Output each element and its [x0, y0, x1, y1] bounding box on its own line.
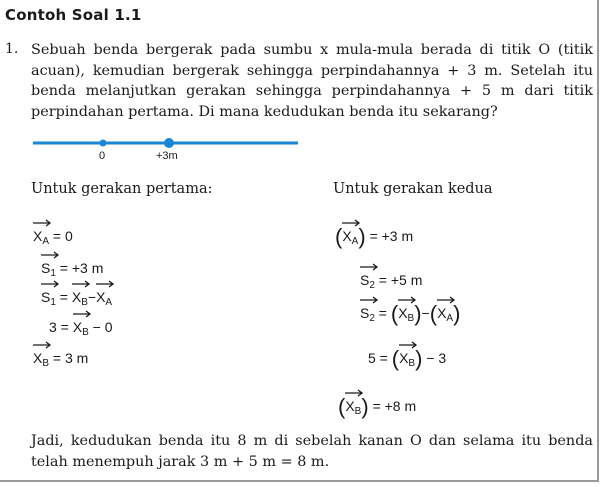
- eq-s1-value: $S_1 = +3$ m: [41, 258, 103, 279]
- vector-s1: $S_1$: [41, 287, 56, 308]
- eq-xa-zero: $X_A = 0$: [33, 226, 73, 247]
- origin-label: 0: [99, 150, 106, 162]
- subtitle-second-motion: Untuk gerakan kedua: [333, 181, 493, 197]
- vector-xa: $X_A$: [437, 303, 453, 324]
- number-line: [33, 137, 303, 167]
- eq-xb-result: $X_B = 3$ m: [33, 348, 88, 369]
- eq-s1-definition: $S_1$ = $X_B-$ $X_A$: [41, 287, 112, 308]
- eq-3-equals-xb: 3 = $X_B - 0$: [49, 317, 113, 338]
- point-3m-label: +3m: [156, 150, 178, 162]
- vector-s2: $S_2$: [360, 270, 375, 291]
- origin-dot: [100, 140, 107, 147]
- question-number: 1.: [5, 41, 19, 57]
- example-title: Contoh Soal 1.1: [5, 6, 142, 24]
- question-text: Sebuah benda bergerak pada sumbu x mula-mula berada di titik O (titik acuan), kemudian bergerak sehingga perpindahannya + 3 m. Setelah itu benda melanjutkan gerakan sehingga perpindahannya + 5 m dari titik perpindahan pertama. Di mana kedudukan benda itu sekarang?: [31, 42, 593, 120]
- eq-xb-plus8: ( $X_B) = +8$ m: [338, 396, 416, 417]
- eq-xa-plus3: ( $X_A) = +3$ m: [335, 226, 413, 247]
- vector-xb: $X_B$: [345, 396, 361, 417]
- vector-xa: $X_A$: [342, 226, 358, 247]
- vector-xb: $X_B$: [33, 348, 49, 369]
- vector-xb: $X_B$: [399, 348, 415, 369]
- vector-xa: $X_A$: [96, 287, 112, 308]
- vector-xb: $X_B$: [398, 303, 414, 324]
- eq-s2-value: $S_2 = +5$ m: [360, 270, 422, 291]
- vector-xb: $X_B$: [73, 317, 89, 338]
- vector-s1: $S_1$: [41, 258, 56, 279]
- point-3m-dot: [164, 138, 174, 148]
- vector-xa: $X_A$: [33, 226, 49, 247]
- eq-5-equals-xb: 5 = ( $X_B) - 3$: [368, 348, 446, 369]
- vector-s2: $S_2$: [360, 303, 375, 324]
- eq-s2-definition: $S_2$ = ( $X_B)-$( $X_A$): [360, 303, 460, 324]
- subtitle-first-motion: Untuk gerakan pertama:: [31, 181, 213, 197]
- vector-xb: $X_B$: [72, 287, 88, 308]
- conclusion-text: Jadi, kedudukan benda itu 8 m di sebelah kanan O dan selama itu benda telah menempuh jarak 3 m + 5 m = 8 m.: [31, 433, 593, 470]
